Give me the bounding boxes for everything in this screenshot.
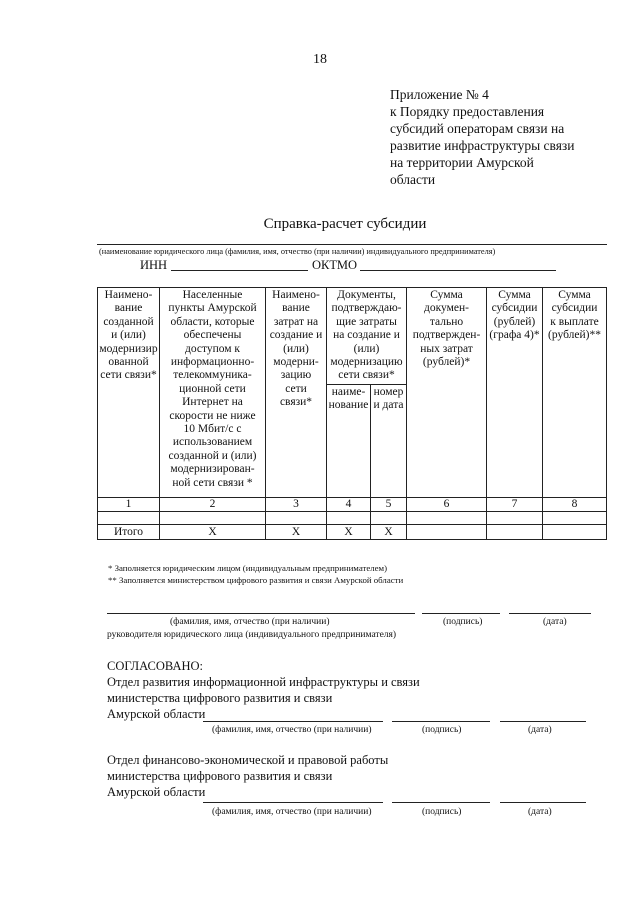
fio-caption: (фамилия, имя, отчество (при наличии) <box>212 725 372 735</box>
header-settlements: Населенные пункты Амурской области, которые обеспечены доступом к информационно- телекоммуника- ционной сети Интернет на скорости не ниже 10 Мбит/с с использованием созданной и (или) модернизирован- ной сети связи * <box>160 288 266 498</box>
date-line <box>500 721 586 722</box>
agreed-heading: СОГЛАСОВАНО: <box>107 659 204 673</box>
column-number: 5 <box>371 498 407 512</box>
appendix-line: развитие инфраструктуры связи <box>390 138 575 153</box>
table-cell <box>407 525 487 540</box>
total-x-mark: Х <box>266 525 327 540</box>
document-title: Справка-расчет субсидии <box>263 216 427 232</box>
appendix-line: Приложение № 4 <box>390 87 489 102</box>
date-line <box>500 802 586 803</box>
table-cell <box>407 512 487 525</box>
footnote-2: ** Заполняется министерством цифрового развития и связи Амурской области <box>108 575 404 585</box>
column-number: 8 <box>543 498 607 512</box>
date-caption: (дата) <box>528 807 552 817</box>
header-documents: Документы, подтверждаю- щие затраты на создание и (или) модернизацию сети связи* <box>327 288 407 385</box>
appendix-line: субсидий операторам связи на <box>390 121 565 136</box>
column-number: 1 <box>98 498 160 512</box>
oktmo-line <box>360 270 556 271</box>
table-cell <box>371 512 407 525</box>
header-confirmed-costs: Сумма докумен- тально подтвержден- ных затрат (рублей)* <box>407 288 487 498</box>
fio-line <box>107 613 415 614</box>
fio-caption: (фамилия, имя, отчество (при наличии) <box>170 617 330 627</box>
table-cell <box>266 512 327 525</box>
dept2-line: Амурской области <box>107 785 206 799</box>
total-label: Итого <box>98 525 160 540</box>
date-caption: (дата) <box>543 617 567 627</box>
table-cell <box>327 512 371 525</box>
table-cell <box>160 512 266 525</box>
header-network-name: Наимено- вание созданной и (или) модернизир ованной сети связи* <box>98 288 160 498</box>
signature-line <box>422 613 500 614</box>
inn-label: ИНН <box>140 258 168 272</box>
table-cell <box>543 525 607 540</box>
column-number: 2 <box>160 498 266 512</box>
table-row <box>98 512 607 525</box>
appendix-line: на территории Амурской <box>390 155 534 170</box>
signature-caption: (подпись) <box>443 617 483 627</box>
appendix-block <box>390 86 620 188</box>
header-doc-number-date: номер и дата <box>371 385 407 498</box>
column-number: 3 <box>266 498 327 512</box>
total-row <box>98 525 607 540</box>
org-name-caption: (наименование юридического лица (фамилия, имя, отчество (при наличии) индивидуального предпринимателя) <box>99 247 496 256</box>
dept1-line: Отдел развития информационной инфраструктуры и связи <box>107 675 420 689</box>
table-cell <box>487 525 543 540</box>
header-cost-name: Наимено- вание затрат на создание и (или) модерни- зацию сети связи* <box>266 288 327 498</box>
signature-line <box>392 802 490 803</box>
signature-caption: (подпись) <box>422 807 462 817</box>
head-caption: руководителя юридического лица (индивидуального предпринимателя) <box>107 630 397 640</box>
total-x-mark: Х <box>371 525 407 540</box>
column-numbers-row <box>98 498 607 512</box>
dept2-line: министерства цифрового развития и связи <box>107 769 333 783</box>
date-line <box>509 613 591 614</box>
total-x-mark: Х <box>327 525 371 540</box>
appendix-line: области <box>390 172 436 187</box>
header-payout-sum: Сумма субсидии к выплате (рублей)** <box>543 288 607 498</box>
table-cell <box>487 512 543 525</box>
header-subsidy-sum: Сумма субсидии (рублей) (графа 4)* <box>487 288 543 498</box>
date-caption: (дата) <box>528 725 552 735</box>
total-x-mark: Х <box>160 525 266 540</box>
subsidy-table <box>97 287 607 540</box>
page-number: 18 <box>313 52 327 67</box>
fio-line <box>203 721 383 722</box>
dept2-line: Отдел финансово-экономической и правовой работы <box>107 753 389 767</box>
signature-caption: (подпись) <box>422 725 462 735</box>
column-number: 7 <box>487 498 543 512</box>
inn-line <box>171 270 308 271</box>
org-name-line <box>97 244 607 245</box>
oktmo-label: ОКТМО <box>312 258 357 272</box>
signature-line <box>392 721 490 722</box>
table-cell <box>543 512 607 525</box>
fio-caption: (фамилия, имя, отчество (при наличии) <box>212 807 372 817</box>
column-number: 4 <box>327 498 371 512</box>
footnote-1: * Заполняется юридическим лицом (индивидуальным предпринимателем) <box>108 563 388 573</box>
table-cell <box>98 512 160 525</box>
appendix-line: к Порядку предоставления <box>390 104 545 119</box>
header-doc-name: наиме- нование <box>327 385 371 498</box>
dept1-line: Амурской области <box>107 707 206 721</box>
dept1-line: министерства цифрового развития и связи <box>107 691 333 705</box>
fio-line <box>203 802 383 803</box>
column-number: 6 <box>407 498 487 512</box>
